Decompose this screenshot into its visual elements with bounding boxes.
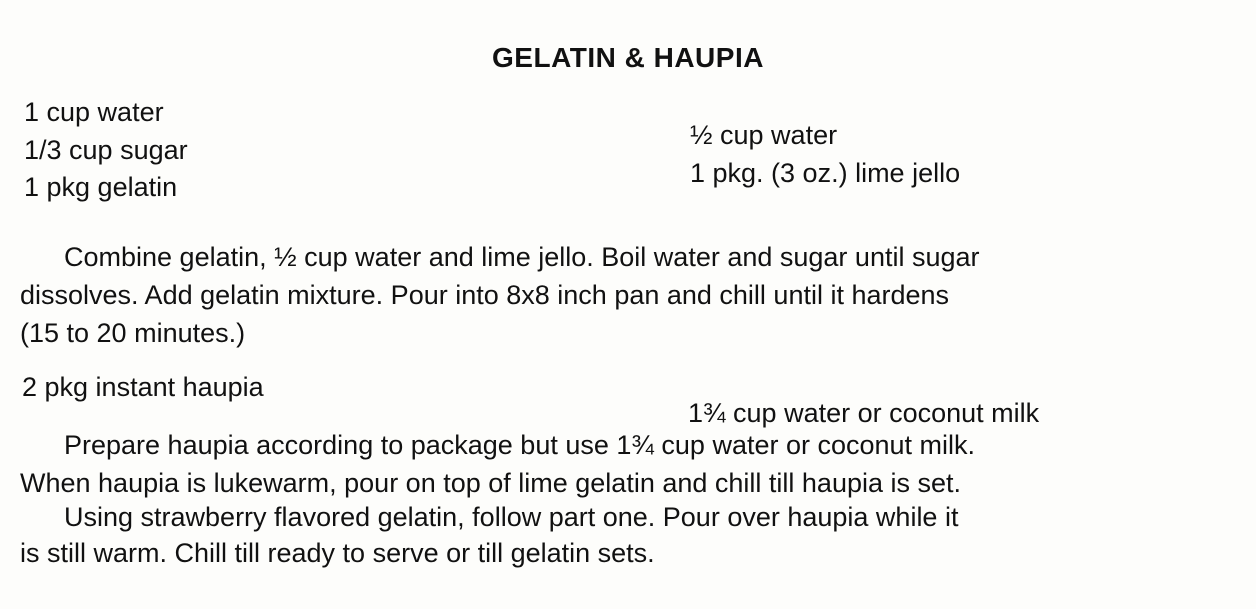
ingredient-gelatin: 1 pkg gelatin — [24, 172, 178, 202]
recipe-title: GELATIN & HAUPIA — [492, 42, 764, 73]
instruction-line: Prepare haupia according to package but use 1¾ cup water or coconut milk. — [64, 430, 976, 460]
ingredient-water: 1 cup water — [24, 97, 164, 127]
ingredient-sugar: 1/3 cup sugar — [24, 135, 188, 165]
instruction-line: dissolves. Add gelatin mixture. Pour into 8x8 inch pan and chill until it hardens — [20, 280, 950, 310]
ingredient-half-cup-water: ½ cup water — [690, 120, 838, 150]
ingredient-instant-haupia: 2 pkg instant haupia — [22, 372, 264, 402]
instruction-line: Using strawberry flavored gelatin, follow part one. Pour over haupia while it — [64, 502, 959, 532]
instruction-line: is still warm. Chill till ready to serve or till gelatin sets. — [20, 538, 655, 568]
instruction-line: (15 to 20 minutes.) — [20, 318, 246, 348]
instruction-line: When haupia is lukewarm, pour on top of lime gelatin and chill till haupia is set. — [20, 468, 962, 498]
ingredient-coconut-milk: 1¾ cup water or coconut milk — [688, 398, 1040, 428]
ingredient-lime-jello: 1 pkg. (3 oz.) lime jello — [690, 158, 961, 188]
instruction-line: Combine gelatin, ½ cup water and lime jello. Boil water and sugar until sugar — [64, 242, 980, 272]
